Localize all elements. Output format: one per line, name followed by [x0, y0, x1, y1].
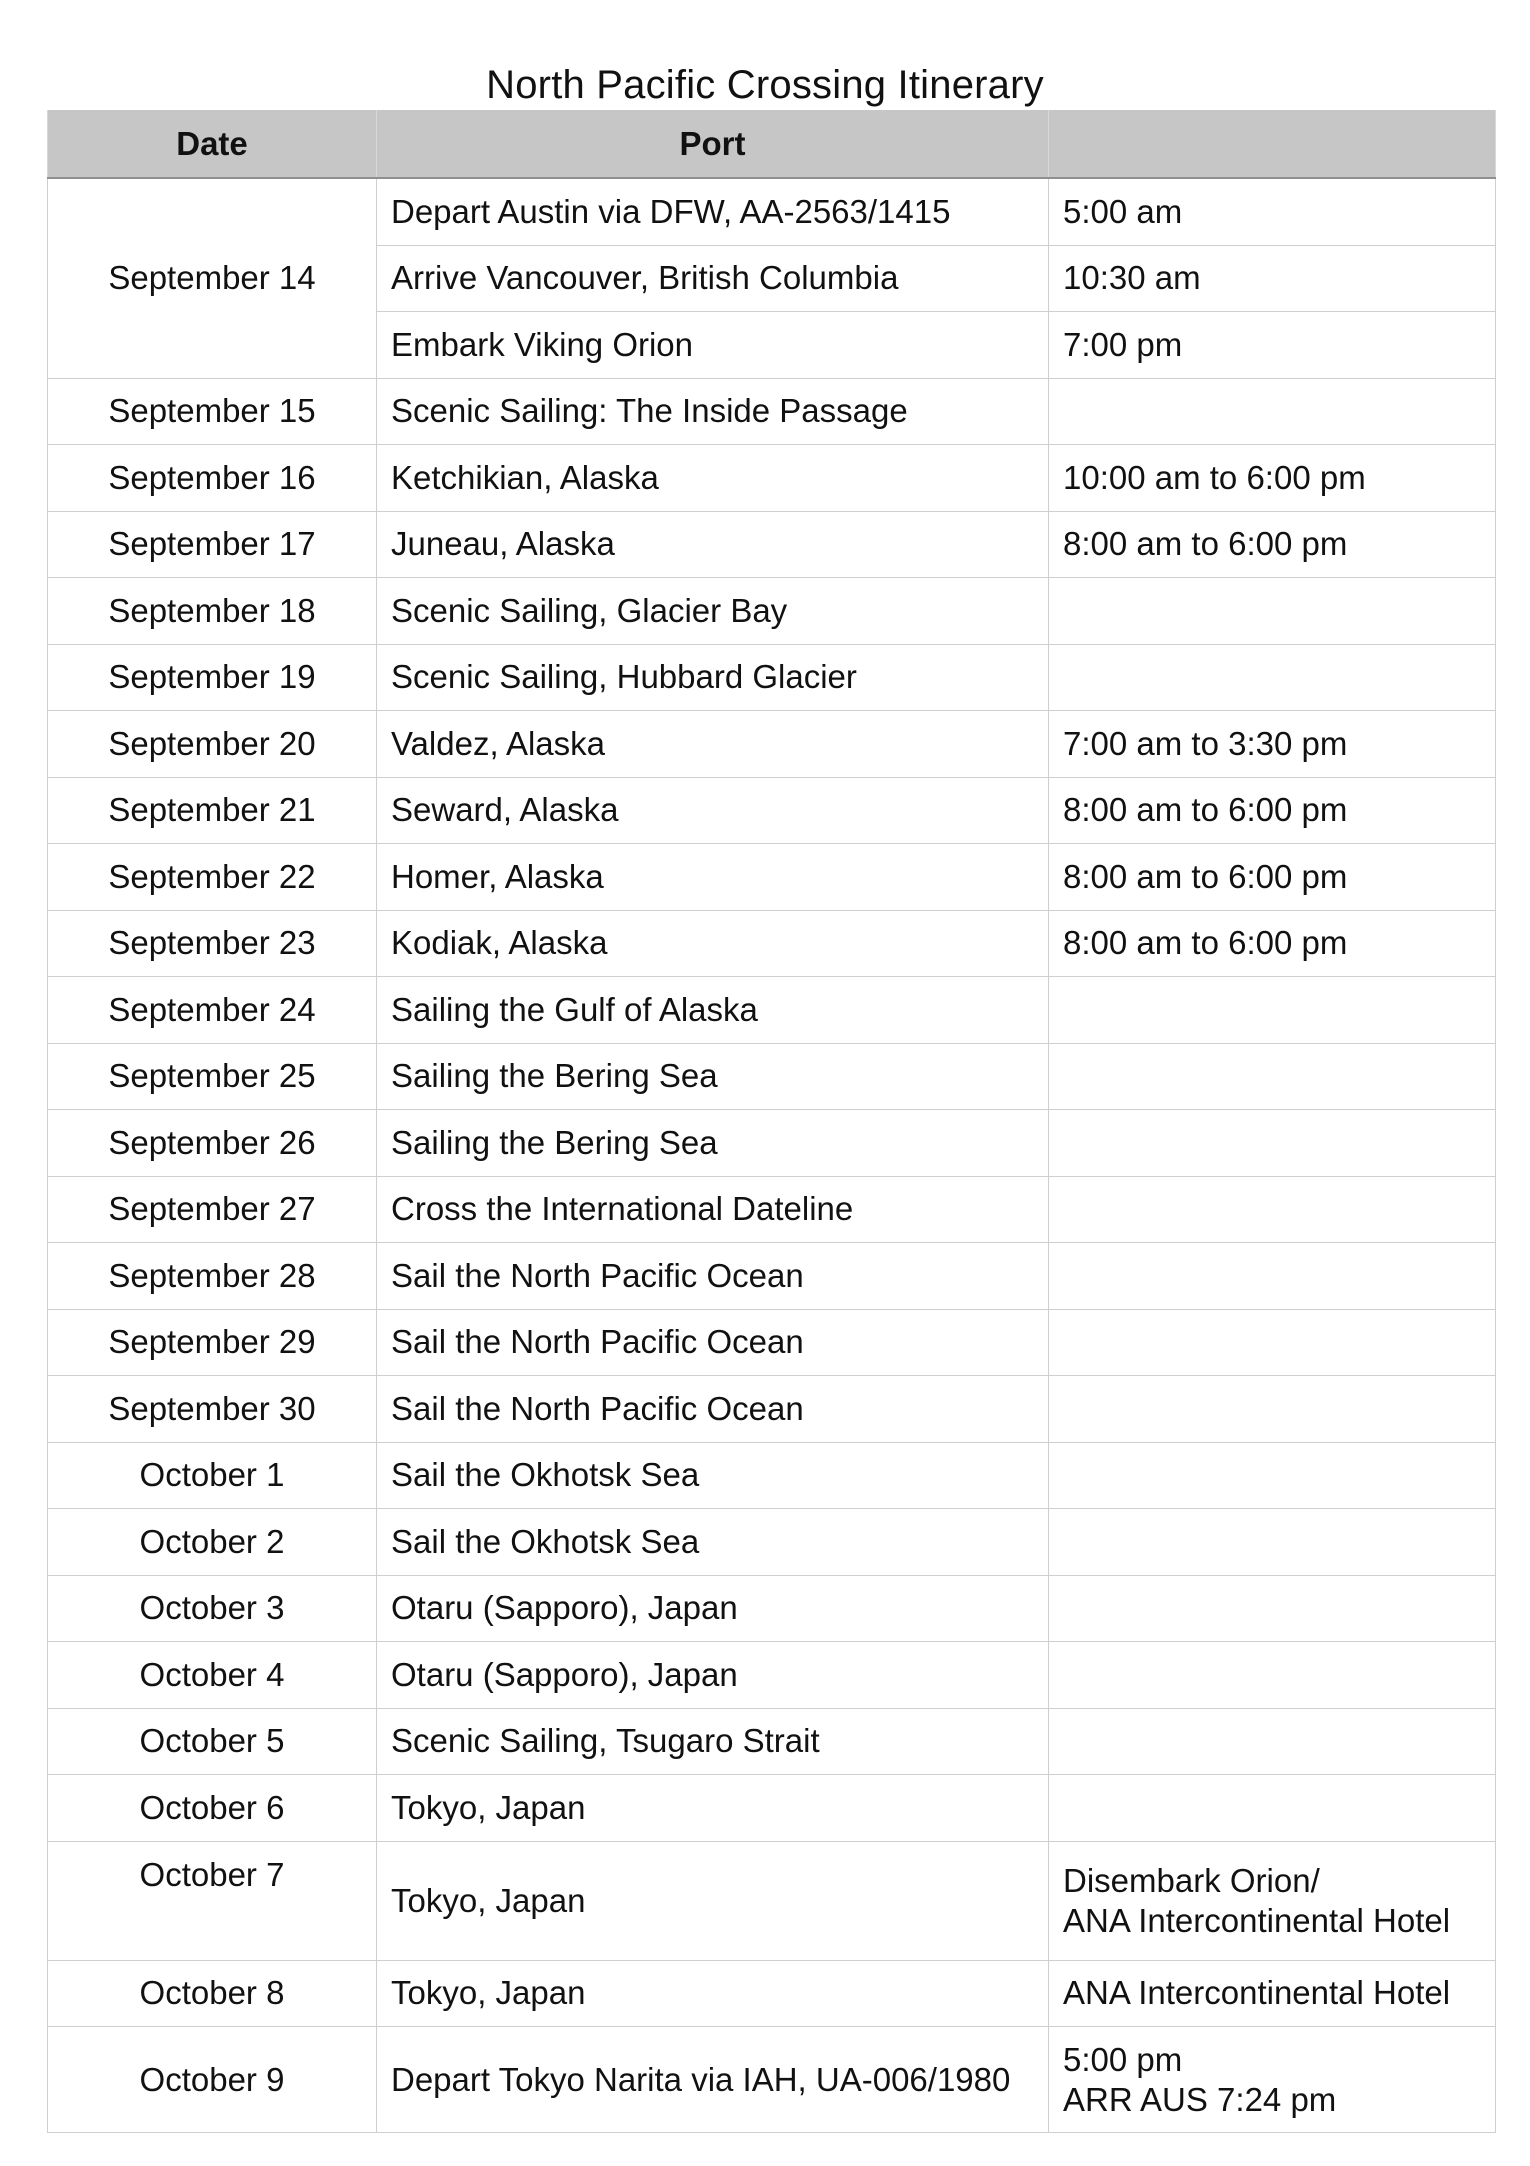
header-time [1049, 110, 1496, 178]
time-cell [1049, 1509, 1496, 1576]
table-row [48, 1309, 1496, 1376]
time-cell: 10:00 am to 6:00 pm [1049, 445, 1496, 512]
table-row [48, 644, 1496, 711]
port-cell: Valdez, Alaska [377, 711, 1049, 778]
itinerary-table [47, 110, 1496, 2133]
time-cell [1049, 1376, 1496, 1443]
table-row [48, 445, 1496, 512]
date-cell: October 4 [48, 1642, 377, 1709]
time-line: Disembark Orion/ [1063, 1861, 1320, 1899]
port-cell: Sail the North Pacific Ocean [377, 1376, 1049, 1443]
table-row [48, 777, 1496, 844]
table-row [48, 711, 1496, 778]
port-cell: Arrive Vancouver, British Columbia [377, 245, 1049, 312]
table-row [48, 511, 1496, 578]
time-cell [1049, 378, 1496, 445]
date-cell: October 3 [48, 1575, 377, 1642]
port-cell: Depart Austin via DFW, AA-2563/1415 [377, 178, 1049, 245]
port-cell: Sailing the Bering Sea [377, 1110, 1049, 1177]
port-cell: Scenic Sailing, Tsugaro Strait [377, 1708, 1049, 1775]
time-line: 5:00 pm [1063, 2040, 1183, 2078]
date-cell: September 14 [48, 178, 377, 378]
table-row [48, 178, 1496, 245]
time-cell [1049, 1110, 1496, 1177]
port-cell: Sail the North Pacific Ocean [377, 1309, 1049, 1376]
time-cell: 8:00 am to 6:00 pm [1049, 910, 1496, 977]
port-cell: Ketchikian, Alaska [377, 445, 1049, 512]
date-cell: September 29 [48, 1309, 377, 1376]
table-row [48, 1243, 1496, 1310]
date-cell: September 26 [48, 1110, 377, 1177]
date-cell: September 25 [48, 1043, 377, 1110]
time-cell: 8:00 am to 6:00 pm [1049, 511, 1496, 578]
table-row [48, 1110, 1496, 1177]
port-cell: Sail the Okhotsk Sea [377, 1442, 1049, 1509]
time-line: ANA Intercontinental Hotel [1063, 1901, 1451, 1939]
port-cell: Embark Viking Orion [377, 312, 1049, 379]
time-cell [1049, 1775, 1496, 1842]
date-cell: September 19 [48, 644, 377, 711]
table-row [48, 1841, 1496, 1960]
table-row [48, 1376, 1496, 1443]
date-cell: September 27 [48, 1176, 377, 1243]
date-cell: September 28 [48, 1243, 377, 1310]
time-cell [1049, 578, 1496, 645]
date-cell: October 5 [48, 1708, 377, 1775]
date-cell: September 20 [48, 711, 377, 778]
port-cell: Sail the Okhotsk Sea [377, 1509, 1049, 1576]
table-row [48, 844, 1496, 911]
date-cell: October 9 [48, 2027, 377, 2133]
date-cell: September 18 [48, 578, 377, 645]
table-row [48, 2027, 1496, 2133]
date-cell: September 30 [48, 1376, 377, 1443]
header-date: Date [48, 110, 377, 178]
date-cell: October 7 [48, 1841, 377, 1960]
date-cell: September 21 [48, 777, 377, 844]
date-cell: September 16 [48, 445, 377, 512]
time-cell [1049, 1841, 1496, 1960]
date-cell: October 1 [48, 1442, 377, 1509]
time-cell: 7:00 am to 3:30 pm [1049, 711, 1496, 778]
date-cell: September 17 [48, 511, 377, 578]
time-line: ARR AUS 7:24 pm [1063, 2080, 1337, 2118]
table-row [48, 1176, 1496, 1243]
time-cell [1049, 1708, 1496, 1775]
port-cell: Cross the International Dateline [377, 1176, 1049, 1243]
port-cell: Sailing the Bering Sea [377, 1043, 1049, 1110]
port-cell: Tokyo, Japan [377, 1960, 1049, 2027]
table-row [48, 1708, 1496, 1775]
table-row [48, 1575, 1496, 1642]
table-row [48, 1960, 1496, 2027]
date-cell: September 23 [48, 910, 377, 977]
time-cell [1049, 2027, 1496, 2133]
table-row [48, 378, 1496, 445]
date-cell: October 8 [48, 1960, 377, 2027]
time-cell: ANA Intercontinental Hotel [1049, 1960, 1496, 2027]
time-cell: 5:00 am [1049, 178, 1496, 245]
time-cell [1049, 644, 1496, 711]
time-cell: 10:30 am [1049, 245, 1496, 312]
port-cell: Juneau, Alaska [377, 511, 1049, 578]
port-cell: Scenic Sailing, Glacier Bay [377, 578, 1049, 645]
date-cell: September 22 [48, 844, 377, 911]
time-cell: 8:00 am to 6:00 pm [1049, 844, 1496, 911]
port-cell: Seward, Alaska [377, 777, 1049, 844]
port-cell: Kodiak, Alaska [377, 910, 1049, 977]
page-title: North Pacific Crossing Itinerary [486, 62, 1044, 107]
time-cell [1049, 977, 1496, 1044]
time-cell [1049, 1176, 1496, 1243]
port-cell: Sail the North Pacific Ocean [377, 1243, 1049, 1310]
table-row [48, 1642, 1496, 1709]
time-cell [1049, 1575, 1496, 1642]
date-cell: October 2 [48, 1509, 377, 1576]
table-row [48, 1043, 1496, 1110]
date-cell: September 24 [48, 977, 377, 1044]
table-row [48, 977, 1496, 1044]
date-cell: October 6 [48, 1775, 377, 1842]
time-cell: 8:00 am to 6:00 pm [1049, 777, 1496, 844]
port-cell: Otaru (Sapporo), Japan [377, 1575, 1049, 1642]
time-cell [1049, 1642, 1496, 1709]
port-cell: Scenic Sailing: The Inside Passage [377, 378, 1049, 445]
time-cell [1049, 1442, 1496, 1509]
port-cell: Homer, Alaska [377, 844, 1049, 911]
port-cell: Otaru (Sapporo), Japan [377, 1642, 1049, 1709]
table-row [48, 1442, 1496, 1509]
date-cell: September 15 [48, 378, 377, 445]
port-cell: Scenic Sailing, Hubbard Glacier [377, 644, 1049, 711]
table-row [48, 910, 1496, 977]
header-row [48, 110, 1496, 178]
port-cell: Sailing the Gulf of Alaska [377, 977, 1049, 1044]
time-cell [1049, 1243, 1496, 1310]
table-row [48, 1509, 1496, 1576]
port-cell: Depart Tokyo Narita via IAH, UA-006/1980 [377, 2027, 1049, 2133]
table-row [48, 578, 1496, 645]
time-cell: 7:00 pm [1049, 312, 1496, 379]
header-port: Port [377, 110, 1049, 178]
port-cell: Tokyo, Japan [377, 1841, 1049, 1960]
table-row [48, 1775, 1496, 1842]
port-cell: Tokyo, Japan [377, 1775, 1049, 1842]
time-cell [1049, 1309, 1496, 1376]
time-cell [1049, 1043, 1496, 1110]
